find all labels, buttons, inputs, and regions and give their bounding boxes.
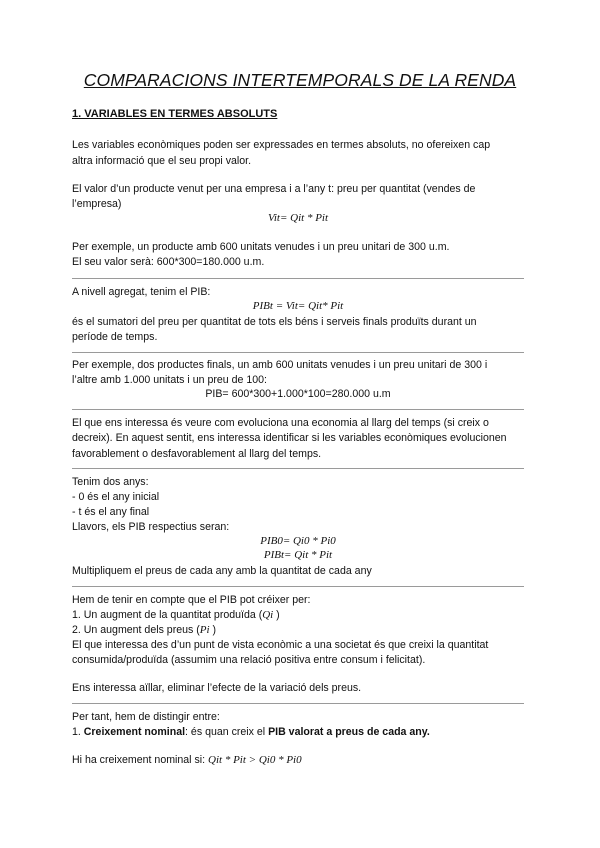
term-bold: Creixement nominal xyxy=(83,726,186,738)
paragraph-line xyxy=(72,752,302,768)
paragraph-line: El valor d’un producte venut per una empresa i a l’any t: preu per quantitat (vendes de xyxy=(72,183,476,195)
divider xyxy=(72,586,524,587)
paragraph-line: A nivell agregat, tenim el PIB: xyxy=(72,286,211,298)
paragraph-line: Multipliquem el preus de cada any amb la quantitat de cada any xyxy=(72,565,372,577)
formula-pibt: PIBt= Qit * Pit xyxy=(263,549,333,561)
list-item-text: 1. Un augment de la quantitat produïda ( xyxy=(72,609,263,621)
document-title: COMPARACIONS INTERTEMPORALS DE LA RENDA xyxy=(83,70,517,90)
list-number: 1. xyxy=(72,726,84,738)
paragraph-line: El que interessa des d’un punt de vista econòmic a una societat és que creixi la quantitat xyxy=(72,639,489,651)
list-item: - 0 és el any inicial xyxy=(72,491,160,503)
paragraph-line: l’empresa) xyxy=(72,198,122,210)
paragraph-line: Hem de tenir en compte que el PIB pot créixer per: xyxy=(72,594,311,606)
paragraph-line: altra informació que el seu propi valor. xyxy=(72,155,252,167)
definition-line xyxy=(72,724,430,740)
paragraph-line: decreix). En aquest sentit, ens interessa identificar si les variables econòmiques evolucionen xyxy=(72,432,507,444)
paragraph-line: Per tant, hem de distingir entre: xyxy=(72,711,220,723)
paragraph-line: és el sumatori del preu per quantitat de tots els béns i serveis finals produïts durant un xyxy=(72,316,477,328)
paragraph-line: favorablement o desfavorablement al llarg del temps. xyxy=(72,448,322,460)
paragraph-line: l’altre amb 1.000 unitats i un preu de 100: xyxy=(72,374,267,386)
divider xyxy=(72,468,524,469)
example-result: PIB= 600*300+1.000*100=280.000 u.m xyxy=(205,388,391,400)
paragraph-line: El seu valor serà: 600*300=180.000 u.m. xyxy=(72,256,265,268)
paragraph-line: Ens interessa aïllar, eliminar l’efecte de la variació dels preus. xyxy=(72,682,362,694)
formula-pib0: PIB0= Qi0 * Pi0 xyxy=(260,535,336,547)
math-symbol: Pi xyxy=(199,624,210,636)
divider xyxy=(72,409,524,410)
list-item xyxy=(72,607,280,623)
divider xyxy=(72,352,524,353)
divider xyxy=(72,278,524,279)
paragraph-line: consumida/produïda (assumim una relació positiva entre consum i felicitat). xyxy=(72,654,426,666)
list-item: - t és el any final xyxy=(72,506,150,518)
definition-text: : és quan creix el xyxy=(185,726,269,738)
paragraph-line: Per exemple, dos productes finals, un amb 600 unitats venudes i un preu unitari de 300 i xyxy=(72,359,488,371)
list-item-text: 2. Un augment dels preus ( xyxy=(72,624,200,636)
paragraph-line: Per exemple, un producte amb 600 unitats venudes i un preu unitari de 300 u.m. xyxy=(72,241,450,253)
divider xyxy=(72,703,524,704)
formula-inequality: Qit * Pit > Qi0 * Pi0 xyxy=(208,754,302,766)
paragraph-line: El que ens interessa és veure com evoluciona una economia al llarg del temps (si creix o xyxy=(72,417,489,429)
formula-value: Vit= Qit * Pit xyxy=(267,212,329,224)
paragraph-line: període de temps. xyxy=(72,331,158,343)
section-heading: 1. VARIABLES EN TERMES ABSOLUTS xyxy=(72,108,278,120)
paragraph-line: Les variables econòmiques poden ser expressades en termes absoluts, no ofereixen cap xyxy=(72,139,491,151)
list-item-text: ) xyxy=(273,609,280,621)
term-bold: PIB valorat a preus de cada any. xyxy=(268,726,430,738)
paragraph-line: Tenim dos anys: xyxy=(72,476,149,488)
math-symbol: Qi xyxy=(262,609,274,621)
condition-text: Hi ha creixement nominal si: xyxy=(72,754,209,766)
list-item-text: ) xyxy=(209,624,217,636)
list-item xyxy=(72,622,216,638)
formula-pib: PIBt = Vit= Qit* Pit xyxy=(252,300,344,312)
paragraph-line: Llavors, els PIB respectius seran: xyxy=(72,521,230,533)
